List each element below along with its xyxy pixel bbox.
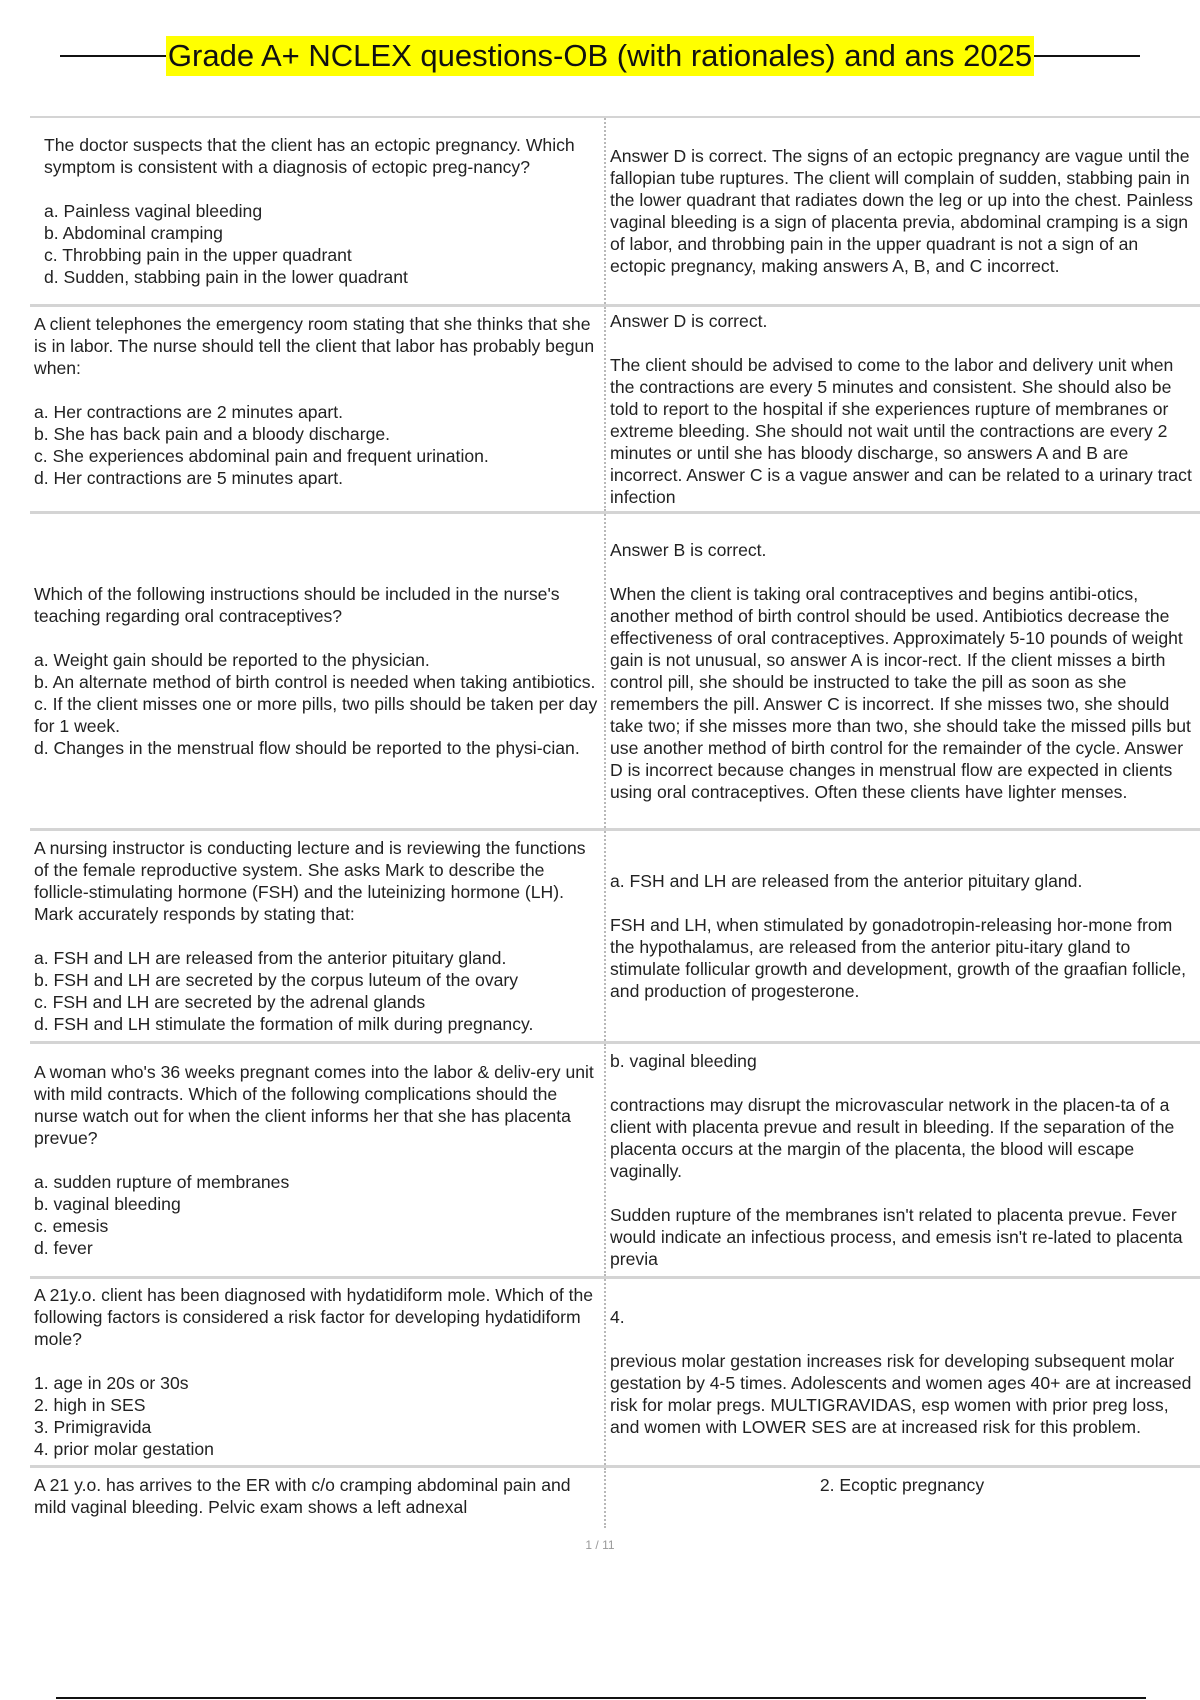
option-b: b. vaginal bleeding <box>34 1194 181 1214</box>
option-a: a. sudden rupture of membranes <box>34 1172 290 1192</box>
options-list <box>34 401 598 489</box>
answer-verdict: Answer D is correct. <box>610 311 768 331</box>
answer-rationale-extra: Sudden rupture of the membranes isn't related to placenta prevue. Fever would indicate an infectious process, and emesis isn't re-lated to placenta previa <box>610 1205 1183 1269</box>
question-text: A nursing instructor is conducting lecture and is reviewing the functions of the female reproductive system. She asks Mark to describe the follicle-stimulating hormone (FSH) and the luteinizing hormone (LH). Mark accurately responds by stating that: <box>34 838 586 924</box>
option-2: 2. high in SES <box>34 1395 146 1415</box>
options-list <box>34 1372 598 1460</box>
page-number: 1 / 11 <box>585 1538 615 1552</box>
question-cell <box>30 1044 606 1276</box>
option-c: c. Throbbing pain in the upper quadrant <box>44 245 352 265</box>
question-cell <box>30 118 606 304</box>
answer-cell <box>606 1468 1200 1528</box>
option-a: a. FSH and LH are released from the anterior pituitary gland. <box>34 948 507 968</box>
question-text: A 21y.o. client has been diagnosed with hydatidiform mole. Which of the following factors is considered a risk factor for developing hydatidiform mole? <box>34 1285 594 1349</box>
answer-rationale: When the client is taking oral contraceptives and begins antibi-otics, another method of birth control should be used. Antibiotics decrease the effectiveness of oral contraceptives. Approximately 5-10 pounds of weight gain is not unusual, so answer A is incor-rect. If the client misses a birth control pill, she should be instructed to take the pill as soon as she remembers the pill. Answer C is incorrect. If she misses two, she should take two; if she misses more than two, she should take the missed pills but use another method of birth control for the remainder of the cycle. Answer D is incorrect because changes in menstrual flow are expected in clients using oral contraceptives. Often these clients have lighter menses. <box>610 584 1191 802</box>
option-b: b. An alternate method of birth control is needed when taking antibiotics. <box>34 672 596 692</box>
option-b: b. She has back pain and a bloody discharge. <box>34 424 391 444</box>
option-c: c. emesis <box>34 1216 109 1236</box>
option-a: a. Painless vaginal bleeding <box>44 201 263 221</box>
option-b: b. FSH and LH are secreted by the corpus luteum of the ovary <box>34 970 519 990</box>
option-1: 1. age in 20s or 30s <box>34 1373 189 1393</box>
qa-row <box>30 118 1200 307</box>
question-cell <box>30 1468 606 1528</box>
answer-cell <box>606 118 1200 304</box>
answer-verdict: b. vaginal bleeding <box>610 1051 757 1071</box>
qa-row <box>30 831 1200 1044</box>
options-list <box>34 649 598 759</box>
qa-table <box>30 116 1200 1528</box>
question-text: The doctor suspects that the client has an ectopic pregnancy. Which symptom is consistent with a diagnosis of ectopic preg-nancy? <box>44 135 575 177</box>
option-a: a. Her contractions are 2 minutes apart. <box>34 402 344 422</box>
option-d: d. fever <box>34 1238 93 1258</box>
answer-rationale: The client should be advised to come to the labor and delivery unit when the contractions are every 5 minutes and consistent. She should also be told to report to the hospital if she experiences rupture of membranes or extreme bleeding. She should not wait until the contractions are every 2 minutes or until she has bloody discharge, so answers A and B are incorrect. Answer C is a vague answer and can be related to a urinary tract infection <box>610 355 1192 507</box>
answer-rationale: FSH and LH, when stimulated by gonadotropin-releasing hor-mone from the hypothalamus, are released from the anterior pitu-itary gland to stimulate follicular growth and development, growth of the graafian follicle, and production of progesterone. <box>610 915 1187 1001</box>
option-b: b. Abdominal cramping <box>44 223 223 243</box>
answer-cell <box>606 1044 1200 1276</box>
options-list <box>44 200 598 288</box>
qa-row <box>30 514 1200 831</box>
answer-cell <box>606 514 1200 828</box>
qa-row <box>30 1044 1200 1279</box>
options-list <box>34 947 598 1035</box>
document-title-row <box>60 34 1140 78</box>
answer-verdict: 4. <box>610 1307 625 1327</box>
option-d: d. Changes in the menstrual flow should be reported to the physi-cian. <box>34 738 580 758</box>
title-rule-left <box>60 55 166 57</box>
document-title: Grade A+ NCLEX questions-OB (with rationales) and ans 2025 <box>166 36 1034 76</box>
qa-row <box>30 1279 1200 1468</box>
title-rule-right <box>1034 55 1140 57</box>
answer-verdict: 2. Ecoptic pregnancy <box>819 1475 985 1495</box>
answer-cell <box>606 1279 1200 1465</box>
answer-cell <box>606 831 1200 1041</box>
options-list <box>34 1171 598 1259</box>
question-text: A client telephones the emergency room stating that she thinks that she is in labor. The nurse should tell the client that labor has probably begun when: <box>34 314 595 378</box>
qa-row <box>30 307 1200 514</box>
question-text: A 21 y.o. has arrives to the ER with c/o cramping abdominal pain and mild vaginal bleeding. Pelvic exam shows a left adnexal <box>34 1475 571 1517</box>
option-d: d. Her contractions are 5 minutes apart. <box>34 468 344 488</box>
option-d: d. FSH and LH stimulate the formation of milk during pregnancy. <box>34 1014 534 1034</box>
question-cell <box>30 514 606 828</box>
answer-rationale: contractions may disrupt the microvascular network in the placen-ta of a client with placenta prevue and result in bleeding. If the separation of the placenta occurs at the margin of the placenta, the blood will escape vaginally. <box>610 1095 1175 1181</box>
option-c: c. She experiences abdominal pain and frequent urination. <box>34 446 489 466</box>
option-c: c. FSH and LH are secreted by the adrenal glands <box>34 992 426 1012</box>
option-c: c. If the client misses one or more pills, two pills should be taken per day for 1 week. <box>34 694 598 736</box>
qa-row <box>30 1468 1200 1528</box>
question-cell <box>30 831 606 1041</box>
option-a: a. Weight gain should be reported to the physician. <box>34 650 430 670</box>
option-d: d. Sudden, stabbing pain in the lower quadrant <box>44 267 408 287</box>
footer-rule <box>56 1697 1146 1699</box>
question-cell <box>30 307 606 511</box>
question-text: A woman who's 36 weeks pregnant comes into the labor & deliv-ery unit with mild contracts. Which of the following complications should the nurse watch out for when the client informs her that she has placenta prevue? <box>34 1062 594 1148</box>
answer-verdict: Answer B is correct. <box>610 540 767 560</box>
question-cell <box>30 1279 606 1465</box>
question-text: Which of the following instructions should be included in the nurse's teaching regarding oral contraceptives? <box>34 584 560 626</box>
answer-verdict: a. FSH and LH are released from the anterior pituitary gland. <box>610 871 1083 891</box>
option-3: 3. Primigravida <box>34 1417 152 1437</box>
answer-rationale: Answer D is correct. The signs of an ectopic pregnancy are vague until the fallopian tube ruptures. The client will complain of sudden, stabbing pain in the lower quadrant that radiates down the leg or up into the chest. Painless vaginal bleeding is a sign of placenta previa, abdominal cramping is a sign of labor, and throbbing pain in the upper quadrant is not a sign of an ectopic pregnancy, making answers A, B, and C incorrect. <box>610 146 1193 276</box>
option-4: 4. prior molar gestation <box>34 1439 214 1459</box>
answer-cell <box>606 307 1200 511</box>
answer-rationale: previous molar gestation increases risk for developing subsequent molar gestation by 4-5 times. Adolescents and women ages 40+ are at increased risk for molar pregs. MULTIGRAVIDAS, esp women with prior preg loss, and women with LOWER SES are at increased risk for this problem. <box>610 1351 1192 1437</box>
